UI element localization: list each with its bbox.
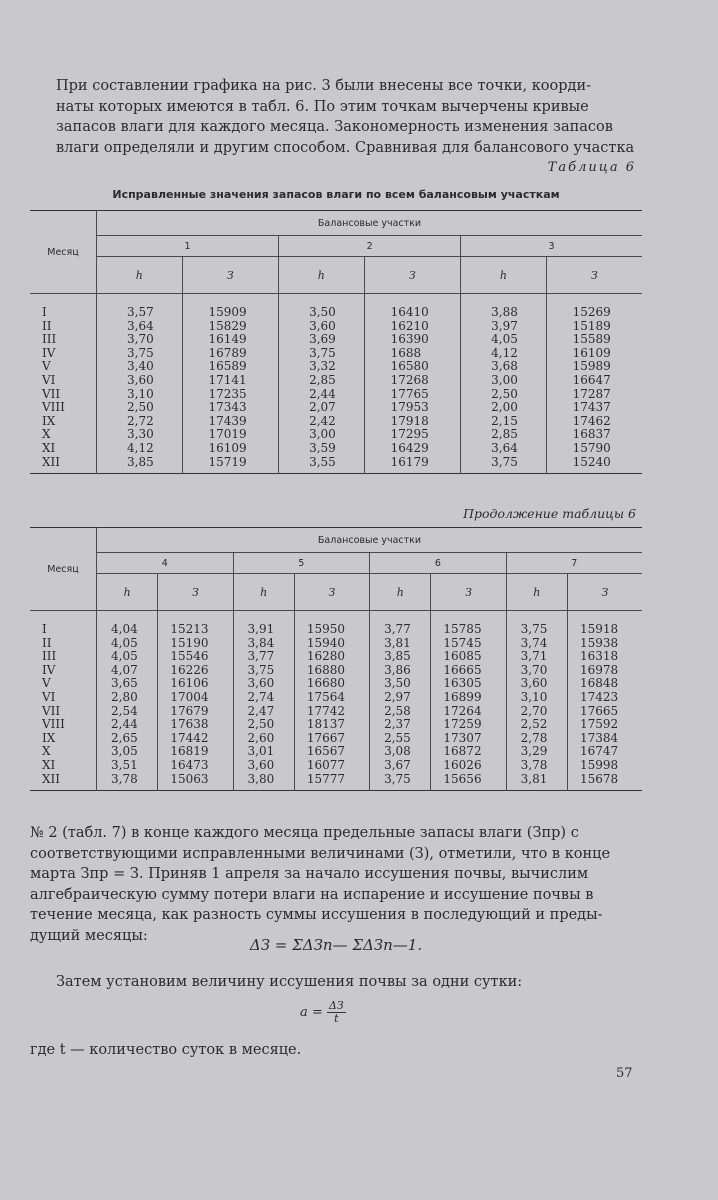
h-value-cell: 3,60 (233, 759, 294, 773)
month-cell: XII (30, 456, 97, 474)
h-header: h (97, 574, 158, 611)
z-value-cell: 16026 (431, 759, 506, 773)
h-value-cell: 2,52 (506, 718, 567, 732)
body-paragraph (30, 823, 642, 946)
h-value-cell: 3,64 (97, 320, 183, 334)
z-value-cell: 16589 (182, 360, 279, 374)
month-cell: III (30, 333, 97, 347)
h-value-cell: 3,68 (461, 360, 547, 374)
z-header: З (182, 257, 279, 294)
z-value-cell: 17264 (431, 705, 506, 719)
moisture-table-part1 (30, 210, 642, 474)
month-cell: II (30, 320, 97, 334)
z-value-cell: 16280 (294, 650, 369, 664)
h-value-cell: 3,78 (97, 773, 158, 791)
formula-delta-z: ΔЗ = ΣΔЗn— ΣΔЗn—1. (249, 936, 423, 954)
z-value-cell: 17384 (579, 730, 619, 745)
h-value-cell: 3,60 (279, 320, 365, 334)
table-label: Таблица 6 (547, 160, 636, 175)
h-header: h (279, 257, 365, 294)
table-row (30, 705, 642, 719)
month-cell: VI (30, 374, 97, 388)
z-value-cell: 16880 (294, 664, 369, 678)
table-body (30, 611, 642, 791)
h-value-cell: 3,10 (506, 691, 567, 705)
z-value-cell: 17235 (182, 388, 279, 402)
z-value-cell: 16819 (158, 745, 233, 759)
z-value-cell: 15938 (579, 635, 619, 650)
month-cell: III (30, 650, 97, 664)
z-value-cell: 15950 (294, 611, 369, 637)
z-value-cell: 16109 (182, 442, 279, 456)
month-header: Месяц (30, 211, 97, 294)
z-value-cell: 17667 (294, 732, 369, 746)
month-cell: VIII (30, 401, 97, 415)
h-value-cell: 3,32 (279, 360, 365, 374)
h-value-cell: 2,85 (461, 428, 547, 442)
z-value-cell: 17953 (364, 401, 461, 415)
h-value-cell: 3,50 (370, 677, 431, 691)
plot-header: 3 (461, 236, 642, 257)
h-header: h (233, 574, 294, 611)
h-value-cell: 3,60 (97, 374, 183, 388)
text-line: дущий месяцы: (30, 927, 148, 944)
month-cell: VII (30, 705, 97, 719)
z-value-cell: 17765 (364, 388, 461, 402)
plot-header: 6 (370, 553, 507, 574)
month-cell: I (30, 611, 97, 637)
formula-a (300, 1000, 380, 1025)
z-value-cell: 15918 (579, 622, 619, 636)
z-value-cell: 16305 (431, 677, 506, 691)
month-cell: X (30, 745, 97, 759)
h-value-cell: 2,44 (279, 388, 365, 402)
z-value-cell: 16410 (364, 294, 461, 320)
text-line: где t — количество суток в месяце. (30, 1042, 302, 1058)
text-line: запасов влаги для каждого месяца. Закономерность изменения запасов (56, 119, 613, 135)
h-value-cell: 3,40 (97, 360, 183, 374)
z-value-cell: 16978 (579, 662, 619, 677)
text-line: течение месяца, как разность суммы иссушения в последующий и преды- (30, 907, 603, 923)
h-value-cell: 3,57 (97, 294, 183, 320)
h-value-cell: 3,51 (97, 759, 158, 773)
z-value-cell: 16837 (572, 427, 611, 442)
table-row (30, 664, 642, 678)
h-value-cell: 2,78 (506, 732, 567, 746)
h-value-cell: 2,07 (279, 401, 365, 415)
h-value-cell: 4,12 (461, 347, 547, 361)
z-value-cell: 15829 (182, 320, 279, 334)
text-line: соответствующими исправленными величинами (З), отметили, что в конце (30, 845, 611, 862)
h-value-cell: 2,85 (279, 374, 365, 388)
z-value-cell: 17665 (579, 703, 619, 718)
h-value-cell: 2,47 (233, 705, 294, 719)
z-value-cell: 16747 (579, 744, 619, 759)
h-value-cell: 2,50 (97, 401, 183, 415)
text-line: № 2 (табл. 7) в конце каждого месяца предельные запасы влаги (Зпр) с (30, 825, 579, 841)
h-header: h (506, 574, 567, 611)
h-value-cell: 3,59 (279, 442, 365, 456)
z-value-cell: 16789 (182, 347, 279, 361)
h-value-cell: 3,85 (370, 650, 431, 664)
table-row (30, 442, 642, 456)
z-value-cell: 17462 (572, 413, 611, 428)
plot-header: 1 (97, 236, 279, 257)
h-value-cell: 2,74 (233, 691, 294, 705)
h-header: h (370, 574, 431, 611)
z-header: З (294, 574, 369, 611)
page-number: 57 (616, 1066, 633, 1081)
table-body (30, 294, 642, 474)
z-value-cell: 17679 (158, 705, 233, 719)
h-value-cell: 4,05 (97, 637, 158, 651)
h-value-cell: 3,70 (97, 333, 183, 347)
z-value-cell: 17141 (182, 374, 279, 388)
h-value-cell: 3,10 (97, 388, 183, 402)
table-row (30, 718, 642, 732)
table-title: Исправленные значения запасов влаги по всем балансовым участкам (112, 188, 560, 201)
then-paragraph (56, 972, 641, 993)
z-value-cell: 16109 (572, 345, 611, 360)
plots-group-header: Балансовые участки (97, 211, 643, 236)
z-value-cell: 16226 (158, 664, 233, 678)
z-value-cell: 17564 (294, 691, 369, 705)
h-value-cell: 2,72 (97, 415, 183, 429)
z-value-cell: 15719 (182, 456, 279, 474)
table-row (30, 637, 642, 651)
z-value-cell: 16680 (294, 677, 369, 691)
h-value-cell: 3,60 (233, 677, 294, 691)
table-row (30, 415, 642, 429)
z-header: З (431, 574, 506, 611)
z-value-cell: 17259 (431, 718, 506, 732)
z-value-cell: 16149 (182, 333, 279, 347)
h-value-cell: 3,85 (97, 456, 183, 474)
z-value-cell: 17592 (579, 717, 619, 732)
z-value-cell: 15240 (572, 454, 611, 469)
z-value-cell: 15940 (294, 637, 369, 651)
table-row (30, 428, 642, 442)
month-cell: X (30, 428, 97, 442)
z-value-cell: 16567 (294, 745, 369, 759)
h-value-cell: 2,42 (279, 415, 365, 429)
z-value-cell: 16106 (158, 677, 233, 691)
z-header: З (567, 574, 642, 611)
z-value-cell: 16318 (579, 649, 619, 664)
text-line: влаги определяли и другим способом. Сравнивая для балансового участка (56, 139, 635, 156)
z-value-cell: 17918 (364, 415, 461, 429)
table-row (30, 347, 642, 361)
z-value-cell: 16077 (294, 759, 369, 773)
table-row (30, 360, 642, 374)
month-cell: IV (30, 347, 97, 361)
h-value-cell: 2,70 (506, 705, 567, 719)
h-value-cell: 3,70 (506, 664, 567, 678)
h-value-cell: 3,75 (370, 773, 431, 791)
text-line: алгебраическую сумму потери влаги на испарение и иссушение почвы в (30, 886, 594, 903)
month-cell: VII (30, 388, 97, 402)
h-value-cell: 3,88 (461, 294, 547, 320)
where-paragraph (30, 1040, 642, 1061)
z-value-cell: 15777 (294, 773, 369, 791)
z-value-cell: 16085 (431, 650, 506, 664)
z-value-cell: 15190 (158, 637, 233, 651)
z-value-cell: 16848 (579, 676, 619, 691)
table-row (30, 773, 642, 791)
z-value-cell: 16899 (431, 691, 506, 705)
z-value-cell: 15589 (572, 332, 611, 347)
h-value-cell: 4,04 (97, 611, 158, 637)
h-header: h (461, 257, 547, 294)
z-value-cell: 15656 (431, 773, 506, 791)
h-value-cell: 2,44 (97, 718, 158, 732)
h-value-cell: 3,55 (279, 456, 365, 474)
z-value-cell: 17442 (158, 732, 233, 746)
month-cell: I (30, 294, 97, 320)
table-row (30, 732, 642, 746)
z-value-cell: 16179 (364, 456, 461, 474)
z-header: З (364, 257, 461, 294)
h-value-cell: 3,78 (506, 759, 567, 773)
month-cell: V (30, 360, 97, 374)
plot-header: 2 (279, 236, 461, 257)
fraction-numerator: ΔЗ (328, 999, 344, 1012)
z-value-cell: 17437 (572, 400, 611, 415)
z-value-cell: 17295 (364, 428, 461, 442)
h-value-cell: 3,69 (279, 333, 365, 347)
plots-group-header: Балансовые участки (97, 528, 643, 553)
month-cell: IX (30, 415, 97, 429)
z-value-cell: 17638 (158, 718, 233, 732)
h-value-cell: 2,37 (370, 718, 431, 732)
h-value-cell: 3,00 (461, 374, 547, 388)
h-value-cell: 3,67 (370, 759, 431, 773)
plot-header: 5 (233, 553, 370, 574)
h-value-cell: 3,75 (279, 347, 365, 361)
h-value-cell: 3,77 (370, 611, 431, 637)
h-value-cell: 3,80 (233, 773, 294, 791)
table-row (30, 650, 642, 664)
month-cell: VIII (30, 718, 97, 732)
table-row (30, 388, 642, 402)
h-value-cell: 2,97 (370, 691, 431, 705)
z-value-cell: 15790 (572, 440, 611, 455)
h-value-cell: 2,00 (461, 401, 547, 415)
z-value-cell: 16647 (572, 372, 611, 387)
z-value-cell: 15269 (572, 305, 611, 319)
z-value-cell: 16665 (431, 664, 506, 678)
z-value-cell: 15909 (182, 294, 279, 320)
h-header: h (97, 257, 183, 294)
z-header: З (158, 574, 233, 611)
moisture-table-part2 (30, 527, 642, 791)
h-value-cell: 2,58 (370, 705, 431, 719)
table-row (30, 456, 642, 474)
h-value-cell: 3,97 (461, 320, 547, 334)
h-value-cell: 3,81 (370, 637, 431, 651)
z-value-cell: 16872 (431, 745, 506, 759)
z-value-cell: 15546 (158, 650, 233, 664)
h-value-cell: 3,75 (233, 664, 294, 678)
z-value-cell: 17307 (431, 732, 506, 746)
z-value-cell: 17268 (364, 374, 461, 388)
month-cell: XII (30, 773, 97, 791)
h-value-cell: 4,05 (97, 650, 158, 664)
z-value-cell: 15189 (572, 318, 611, 333)
table-row (30, 759, 642, 773)
z-value-cell: 17423 (579, 689, 619, 704)
z-value-cell: 17287 (572, 386, 611, 401)
h-value-cell: 2,50 (233, 718, 294, 732)
z-value-cell: 17004 (158, 691, 233, 705)
table-row (30, 401, 642, 415)
table-row (30, 294, 642, 320)
z-value-cell: 15998 (579, 757, 619, 772)
month-cell: IV (30, 664, 97, 678)
h-value-cell: 3,64 (461, 442, 547, 456)
month-cell: XI (30, 759, 97, 773)
h-value-cell: 3,71 (506, 650, 567, 664)
h-value-cell: 3,05 (97, 745, 158, 759)
h-value-cell: 2,15 (461, 415, 547, 429)
table-row (30, 374, 642, 388)
h-value-cell: 3,65 (97, 677, 158, 691)
z-value-cell: 15785 (431, 611, 506, 637)
h-value-cell: 4,12 (97, 442, 183, 456)
fraction (327, 1000, 346, 1025)
month-cell: IX (30, 732, 97, 746)
table-row (30, 320, 642, 334)
month-cell: VI (30, 691, 97, 705)
h-value-cell: 3,01 (233, 745, 294, 759)
h-value-cell: 3,29 (506, 745, 567, 759)
h-value-cell: 2,60 (233, 732, 294, 746)
z-value-cell: 15213 (158, 611, 233, 637)
h-value-cell: 3,75 (506, 611, 567, 637)
z-value-cell: 15063 (158, 773, 233, 791)
z-header: З (546, 257, 642, 294)
table-row (30, 611, 642, 637)
formula-lhs: a = (300, 1005, 323, 1020)
continuation-label: Продолжение таблицы 6 (463, 506, 636, 521)
z-value-cell: 15745 (431, 637, 506, 651)
table-row (30, 745, 642, 759)
h-value-cell: 3,75 (97, 347, 183, 361)
h-value-cell: 3,08 (370, 745, 431, 759)
z-value-cell: 16580 (364, 360, 461, 374)
z-value-cell: 1688 (364, 347, 461, 361)
h-value-cell: 3,91 (233, 611, 294, 637)
z-value-cell: 17019 (182, 428, 279, 442)
z-value-cell: 16473 (158, 759, 233, 773)
z-value-cell: 16390 (364, 333, 461, 347)
plot-header: 7 (506, 553, 642, 574)
plot-header: 4 (97, 553, 234, 574)
z-value-cell: 18137 (294, 718, 369, 732)
month-cell: XI (30, 442, 97, 456)
h-value-cell: 3,00 (279, 428, 365, 442)
h-value-cell: 4,07 (97, 664, 158, 678)
h-value-cell: 3,77 (233, 650, 294, 664)
h-value-cell: 3,75 (461, 456, 547, 474)
h-value-cell: 3,30 (97, 428, 183, 442)
month-header: Месяц (30, 528, 97, 611)
h-value-cell: 2,65 (97, 732, 158, 746)
z-value-cell: 17439 (182, 415, 279, 429)
h-value-cell: 2,55 (370, 732, 431, 746)
text-line: наты которых имеются в табл. 6. По этим точкам вычерчены кривые (56, 98, 589, 115)
z-value-cell: 15989 (572, 359, 611, 374)
z-value-cell: 16210 (364, 320, 461, 334)
z-value-cell: 15678 (579, 771, 619, 786)
table-row (30, 333, 642, 347)
h-value-cell: 2,50 (461, 388, 547, 402)
h-value-cell: 2,54 (97, 705, 158, 719)
h-value-cell: 2,80 (97, 691, 158, 705)
table-row (30, 677, 642, 691)
z-value-cell: 16429 (364, 442, 461, 456)
text-line: Затем установим величину иссушения почвы за одни сутки: (56, 974, 523, 990)
intro-paragraph (56, 76, 641, 158)
text-line: марта Зпр = З. Приняв 1 апреля за начало иссушения почвы, вычислим (30, 866, 589, 882)
h-value-cell: 3,60 (506, 677, 567, 691)
z-value-cell: 17742 (294, 705, 369, 719)
month-cell: II (30, 637, 97, 651)
h-value-cell: 3,84 (233, 637, 294, 651)
table-row (30, 691, 642, 705)
month-cell: V (30, 677, 97, 691)
text-line: При составлении графика на рис. 3 были внесены все точки, коорди- (56, 78, 592, 94)
h-value-cell: 3,50 (279, 294, 365, 320)
h-value-cell: 3,74 (506, 637, 567, 651)
h-value-cell: 3,86 (370, 664, 431, 678)
h-value-cell: 3,81 (506, 773, 567, 791)
h-value-cell: 4,05 (461, 333, 547, 347)
z-value-cell: 17343 (182, 401, 279, 415)
fraction-denominator: t (334, 1012, 339, 1025)
